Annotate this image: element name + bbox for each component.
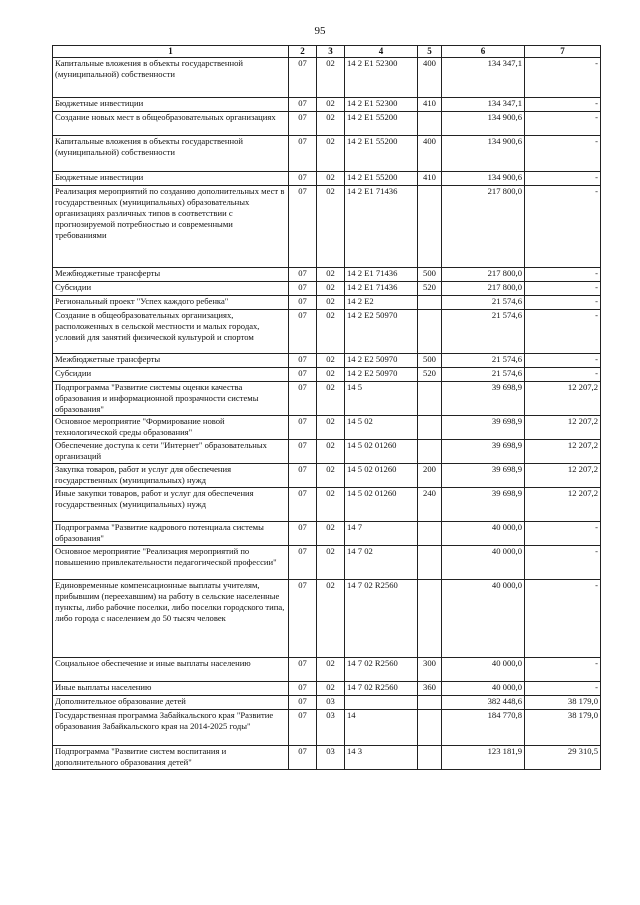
row-subsection-cell: 02: [317, 368, 345, 382]
row-expense-type-cell: 410: [418, 172, 442, 186]
row-name-cell: Субсидии: [53, 282, 289, 296]
row-name-cell: Региональный проект "Успех каждого ребенка": [53, 296, 289, 310]
row-expense-type-cell: [418, 440, 442, 464]
table-row: [53, 382, 601, 416]
table-row: [53, 580, 601, 658]
row-name-cell: Иные закупки товаров, работ и услуг для обеспечения государственных (муниципальных) нужд: [53, 488, 289, 522]
row-expense-type-cell: [418, 710, 442, 746]
row-amount-cell: 39 698,9: [442, 382, 525, 416]
table-row: [53, 310, 601, 354]
row-section-cell: 07: [289, 440, 317, 464]
row-amount-cell: 134 347,1: [442, 58, 525, 98]
row-target-code-cell: 14 7: [345, 522, 418, 546]
row-name-cell: Обеспечение доступа к сети "Интернет" образовательных организаций: [53, 440, 289, 464]
row-amount2-cell: -: [525, 546, 601, 580]
row-target-code-cell: [345, 696, 418, 710]
row-target-code-cell: 14 5 02 01260: [345, 488, 418, 522]
table-row: [53, 522, 601, 546]
row-amount-cell: 184 770,8: [442, 710, 525, 746]
row-amount-cell: 40 000,0: [442, 546, 525, 580]
row-subsection-cell: 02: [317, 546, 345, 580]
row-amount-cell: 21 574,6: [442, 368, 525, 382]
page-number: 95: [314, 25, 326, 37]
row-subsection-cell: 02: [317, 416, 345, 440]
row-target-code-cell: 14 2 E1 71436: [345, 186, 418, 268]
row-target-code-cell: 14 2 E1 52300: [345, 98, 418, 112]
row-amount-cell: 134 347,1: [442, 98, 525, 112]
table-row: [53, 296, 601, 310]
row-name-cell: Основное мероприятие "Формирование новой технологической среды образования": [53, 416, 289, 440]
table-row: [53, 416, 601, 440]
row-section-cell: 07: [289, 296, 317, 310]
row-subsection-cell: 02: [317, 580, 345, 658]
row-section-cell: 07: [289, 58, 317, 98]
row-target-code-cell: 14 2 E2 50970: [345, 310, 418, 354]
row-expense-type-cell: 400: [418, 58, 442, 98]
row-amount2-cell: -: [525, 682, 601, 696]
row-expense-type-cell: [418, 522, 442, 546]
row-section-cell: 07: [289, 522, 317, 546]
table-row: [53, 546, 601, 580]
row-amount-cell: 21 574,6: [442, 296, 525, 310]
row-target-code-cell: 14 2 E2 50970: [345, 354, 418, 368]
row-target-code-cell: 14 2 E1 55200: [345, 112, 418, 136]
row-name-cell: Межбюджетные трансферты: [53, 354, 289, 368]
row-section-cell: 07: [289, 136, 317, 172]
row-expense-type-cell: 240: [418, 488, 442, 522]
row-section-cell: 07: [289, 658, 317, 682]
row-amount2-cell: 12 207,2: [525, 416, 601, 440]
row-amount2-cell: -: [525, 112, 601, 136]
row-section-cell: 07: [289, 696, 317, 710]
row-amount2-cell: -: [525, 98, 601, 112]
row-name-cell: Субсидии: [53, 368, 289, 382]
row-amount2-cell: -: [525, 354, 601, 368]
table-row: [53, 136, 601, 172]
row-expense-type-cell: [418, 696, 442, 710]
row-expense-type-cell: [418, 310, 442, 354]
row-name-cell: Государственная программа Забайкальского края "Развитие образования Забайкальского края на 2014-2025 годы": [53, 710, 289, 746]
row-target-code-cell: 14: [345, 710, 418, 746]
row-amount-cell: 39 698,9: [442, 488, 525, 522]
row-section-cell: 07: [289, 186, 317, 268]
row-amount2-cell: -: [525, 58, 601, 98]
row-expense-type-cell: 520: [418, 368, 442, 382]
budget-table: [52, 45, 601, 770]
row-expense-type-cell: 400: [418, 136, 442, 172]
row-amount2-cell: 12 207,2: [525, 464, 601, 488]
row-section-cell: 07: [289, 368, 317, 382]
table-row: [53, 658, 601, 682]
row-name-cell: Бюджетные инвестиции: [53, 172, 289, 186]
table-row: [53, 58, 601, 98]
row-subsection-cell: 02: [317, 440, 345, 464]
row-amount2-cell: 12 207,2: [525, 440, 601, 464]
row-subsection-cell: 02: [317, 354, 345, 368]
row-subsection-cell: 02: [317, 98, 345, 112]
row-name-cell: Реализация мероприятий по созданию дополнительных мест в государственных (муниципальных) образовательных организациях различных типов в соответствии с прогнозируемой потребностью и современными требованиями: [53, 186, 289, 268]
row-subsection-cell: 02: [317, 268, 345, 282]
row-name-cell: Основное мероприятие "Реализация мероприятий по повышению привлекательности педагогической профессии": [53, 546, 289, 580]
row-amount-cell: 21 574,6: [442, 354, 525, 368]
row-name-cell: Дополнительное образование детей: [53, 696, 289, 710]
row-section-cell: 07: [289, 682, 317, 696]
row-amount-cell: 39 698,9: [442, 464, 525, 488]
row-expense-type-cell: 500: [418, 268, 442, 282]
row-section-cell: 07: [289, 416, 317, 440]
row-amount-cell: 40 000,0: [442, 522, 525, 546]
table-row: [53, 464, 601, 488]
row-amount2-cell: 29 310,5: [525, 746, 601, 770]
row-section-cell: 07: [289, 464, 317, 488]
row-name-cell: Создание новых мест в общеобразовательных организациях: [53, 112, 289, 136]
row-subsection-cell: 02: [317, 522, 345, 546]
row-section-cell: 07: [289, 112, 317, 136]
row-target-code-cell: 14 2 E2: [345, 296, 418, 310]
row-section-cell: 07: [289, 310, 317, 354]
row-target-code-cell: 14 7 02 R2560: [345, 580, 418, 658]
row-target-code-cell: 14 2 E1 71436: [345, 268, 418, 282]
row-amount2-cell: 38 179,0: [525, 696, 601, 710]
row-amount2-cell: 38 179,0: [525, 710, 601, 746]
row-amount2-cell: -: [525, 368, 601, 382]
row-name-cell: Подпрограмма "Развитие кадрового потенциала системы образования": [53, 522, 289, 546]
row-subsection-cell: 03: [317, 710, 345, 746]
row-amount2-cell: -: [525, 268, 601, 282]
row-amount-cell: 382 448,6: [442, 696, 525, 710]
row-amount2-cell: -: [525, 522, 601, 546]
row-amount-cell: 217 800,0: [442, 268, 525, 282]
row-subsection-cell: 02: [317, 112, 345, 136]
row-target-code-cell: 14 7 02 R2560: [345, 682, 418, 696]
row-amount-cell: 21 574,6: [442, 310, 525, 354]
row-expense-type-cell: [418, 746, 442, 770]
row-section-cell: 07: [289, 382, 317, 416]
row-expense-type-cell: [418, 580, 442, 658]
table-row: [53, 186, 601, 268]
header-cell: 1: [53, 46, 289, 58]
row-name-cell: Единовременные компенсационные выплаты учителям, прибывшим (переехавшим) на работу в сельские населенные пункты, либо рабочие поселки, либо поселки городского типа, либо города с населением до 50 тысяч человек: [53, 580, 289, 658]
row-section-cell: 07: [289, 172, 317, 186]
row-subsection-cell: 02: [317, 186, 345, 268]
row-subsection-cell: 02: [317, 682, 345, 696]
row-subsection-cell: 02: [317, 296, 345, 310]
row-expense-type-cell: 500: [418, 354, 442, 368]
table-row: [53, 746, 601, 770]
row-amount-cell: 39 698,9: [442, 416, 525, 440]
table-row: [53, 172, 601, 186]
row-target-code-cell: 14 2 E1 52300: [345, 58, 418, 98]
row-name-cell: Социальное обеспечение и иные выплаты населению: [53, 658, 289, 682]
row-expense-type-cell: [418, 296, 442, 310]
header-cell: 3: [317, 46, 345, 58]
table-row: [53, 282, 601, 296]
row-target-code-cell: 14 3: [345, 746, 418, 770]
row-amount-cell: 134 900,6: [442, 112, 525, 136]
row-section-cell: 07: [289, 354, 317, 368]
row-expense-type-cell: [418, 546, 442, 580]
row-target-code-cell: 14 2 E2 50970: [345, 368, 418, 382]
row-subsection-cell: 03: [317, 746, 345, 770]
row-amount2-cell: -: [525, 186, 601, 268]
row-amount2-cell: -: [525, 136, 601, 172]
row-amount-cell: 40 000,0: [442, 580, 525, 658]
row-expense-type-cell: [418, 186, 442, 268]
row-name-cell: Бюджетные инвестиции: [53, 98, 289, 112]
table-row: [53, 112, 601, 136]
row-target-code-cell: 14 2 E1 71436: [345, 282, 418, 296]
row-expense-type-cell: 200: [418, 464, 442, 488]
row-subsection-cell: 02: [317, 58, 345, 98]
row-section-cell: 07: [289, 98, 317, 112]
table-row: [53, 488, 601, 522]
row-amount-cell: 40 000,0: [442, 682, 525, 696]
row-section-cell: 07: [289, 546, 317, 580]
header-cell: 6: [442, 46, 525, 58]
row-target-code-cell: 14 5: [345, 382, 418, 416]
table-row: [53, 710, 601, 746]
row-target-code-cell: 14 5 02 01260: [345, 440, 418, 464]
row-amount2-cell: -: [525, 296, 601, 310]
row-expense-type-cell: [418, 382, 442, 416]
row-amount-cell: 217 800,0: [442, 282, 525, 296]
row-section-cell: 07: [289, 282, 317, 296]
row-name-cell: Иные выплаты населению: [53, 682, 289, 696]
row-subsection-cell: 03: [317, 696, 345, 710]
header-cell: 5: [418, 46, 442, 58]
row-target-code-cell: 14 7 02 R2560: [345, 658, 418, 682]
row-expense-type-cell: 520: [418, 282, 442, 296]
row-subsection-cell: 02: [317, 282, 345, 296]
row-expense-type-cell: [418, 112, 442, 136]
row-expense-type-cell: 300: [418, 658, 442, 682]
table-row: [53, 696, 601, 710]
row-section-cell: 07: [289, 710, 317, 746]
header-row: [53, 46, 601, 58]
row-section-cell: 07: [289, 580, 317, 658]
row-target-code-cell: 14 5 02 01260: [345, 464, 418, 488]
row-amount-cell: 123 181,9: [442, 746, 525, 770]
row-amount2-cell: -: [525, 310, 601, 354]
table-row: [53, 268, 601, 282]
row-section-cell: 07: [289, 488, 317, 522]
row-expense-type-cell: 360: [418, 682, 442, 696]
table-row: [53, 98, 601, 112]
row-amount2-cell: -: [525, 282, 601, 296]
row-expense-type-cell: [418, 416, 442, 440]
row-name-cell: Подпрограмма "Развитие систем воспитания и дополнительного образования детей": [53, 746, 289, 770]
table-row: [53, 682, 601, 696]
row-amount-cell: 134 900,6: [442, 172, 525, 186]
row-subsection-cell: 02: [317, 172, 345, 186]
table-row: [53, 354, 601, 368]
row-amount-cell: 217 800,0: [442, 186, 525, 268]
row-target-code-cell: 14 5 02: [345, 416, 418, 440]
row-target-code-cell: 14 2 E1 55200: [345, 136, 418, 172]
row-name-cell: Межбюджетные трансферты: [53, 268, 289, 282]
row-name-cell: Капитальные вложения в объекты государственной (муниципальной) собственности: [53, 136, 289, 172]
row-amount2-cell: 12 207,2: [525, 488, 601, 522]
row-amount-cell: 134 900,6: [442, 136, 525, 172]
row-subsection-cell: 02: [317, 136, 345, 172]
row-expense-type-cell: 410: [418, 98, 442, 112]
row-amount2-cell: 12 207,2: [525, 382, 601, 416]
row-amount2-cell: -: [525, 580, 601, 658]
row-subsection-cell: 02: [317, 488, 345, 522]
row-name-cell: Подпрограмма "Развитие системы оценки качества образования и информационной прозрачности системы образования": [53, 382, 289, 416]
table-row: [53, 440, 601, 464]
header-cell: 2: [289, 46, 317, 58]
row-name-cell: Закупка товаров, работ и услуг для обеспечения государственных (муниципальных) нужд: [53, 464, 289, 488]
row-subsection-cell: 02: [317, 382, 345, 416]
row-subsection-cell: 02: [317, 658, 345, 682]
row-subsection-cell: 02: [317, 310, 345, 354]
row-target-code-cell: 14 7 02: [345, 546, 418, 580]
row-amount-cell: 39 698,9: [442, 440, 525, 464]
row-section-cell: 07: [289, 268, 317, 282]
row-name-cell: Капитальные вложения в объекты государственной (муниципальной) собственности: [53, 58, 289, 98]
row-amount2-cell: -: [525, 172, 601, 186]
row-amount2-cell: -: [525, 658, 601, 682]
row-target-code-cell: 14 2 E1 55200: [345, 172, 418, 186]
header-cell: 7: [525, 46, 601, 58]
row-name-cell: Создание в общеобразовательных организациях, расположенных в сельской местности и малых городах, условий для занятий физической культурой и спортом: [53, 310, 289, 354]
row-subsection-cell: 02: [317, 464, 345, 488]
header-cell: 4: [345, 46, 418, 58]
row-amount-cell: 40 000,0: [442, 658, 525, 682]
row-section-cell: 07: [289, 746, 317, 770]
table-row: [53, 368, 601, 382]
